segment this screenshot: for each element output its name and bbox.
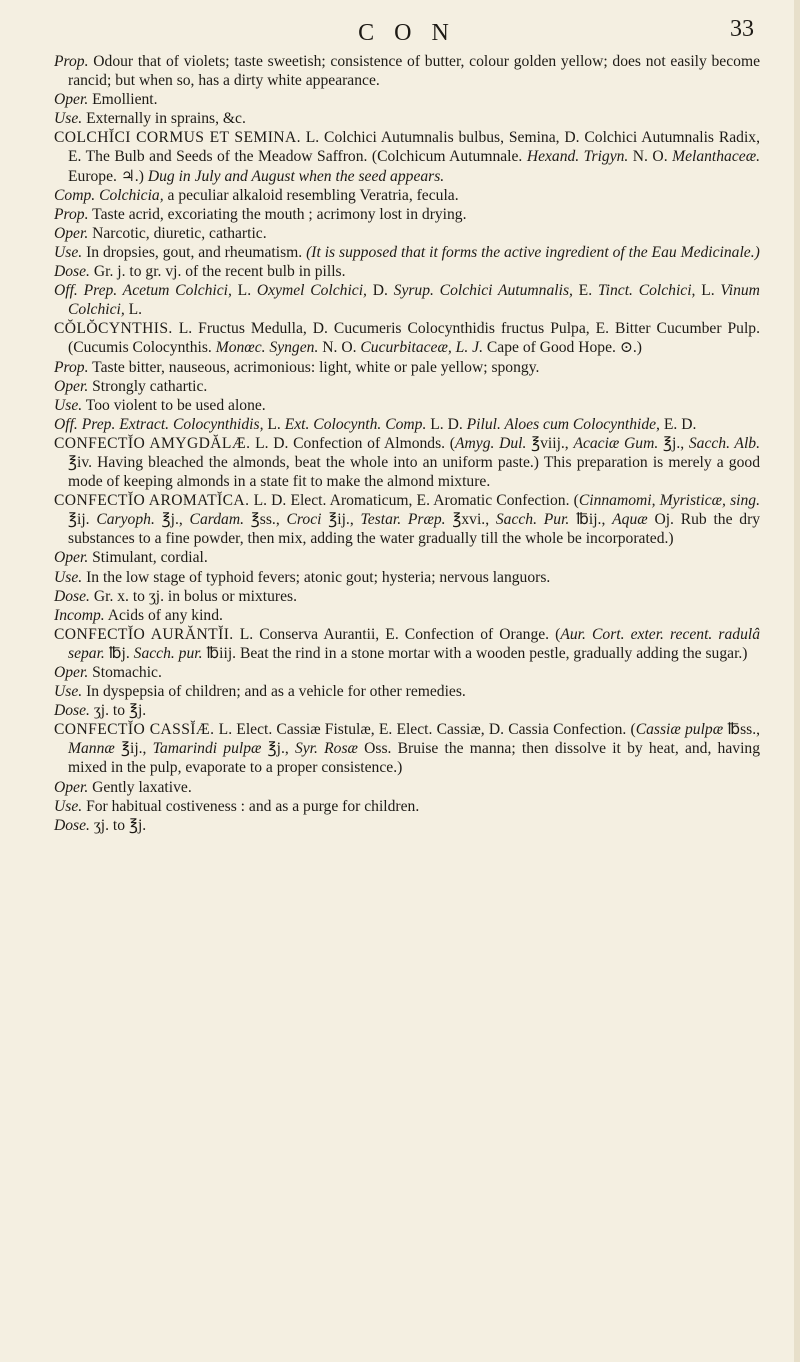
entry-oper: Oper. Stimulant, cordial. (54, 549, 208, 567)
headword: CONFECTĬO CASSĬÆ. (54, 721, 215, 739)
entry-comp: Comp. Colchicia, a peculiar alkaloid resembling Veratria, fecula. (54, 186, 459, 204)
entry-colchici-heading: COLCHĬCI CORMUS ET SEMINA. L. Colchici Autumnalis bulbus, Semina, D. Colchici Autumnalis Radix, E. The Bulb and Seeds of the Meadow Saffron. (Colchicum Autumnale. Hexand. Trigyn. N. O. Melanthaceæ. Europe. ♃.) Dug in July and August when the seed appears. (54, 129, 760, 185)
entry-prop: Prop. Odour that of violets; taste sweetish; consistence of butter, colour golden yellow; does not easily become rancid; but when so, has a dirty white appearance. (54, 53, 761, 90)
entry-prop: Prop. Taste bitter, nauseous, acrimonious: light, white or pale yellow; spongy. (54, 358, 540, 376)
entry-off: Off. Prep. Extract. Colocynthidis, L. Ext. Colocynth. Comp. L. D. Pilul. Aloes cum Colocynthide, E. D. (54, 415, 697, 433)
entry-use: Use. In the low stage of typhoid fevers; atonic gout; hysteria; nervous languors. (54, 568, 551, 586)
entry-colocynthis-heading: CŎLŎCYNTHIS. L. Fructus Medulla, D. Cucumeris Colocynthidis fructus Pulpa, E. Bitter Cucumber Pulp. (Cucumis Colocynthis. Monœc. Syngen. N. O. Cucurbitaceæ, L. J. Cape of Good Hope. ⊙.) (54, 320, 760, 357)
page-edge (794, 0, 800, 1362)
entry-prop: Prop. Taste acrid, excoriating the mouth ; acrimony lost in drying. (54, 205, 467, 223)
running-head (54, 0, 760, 52)
entry-dose: Dose. ʒj. to ℥j. (54, 702, 147, 720)
entry-oper: Oper. Narcotic, diuretic, cathartic. (54, 224, 267, 242)
entry-use: Use. In dropsies, gout, and rheumatism. (It is supposed that it forms the active ingredient of the Eau Medicinale.) (54, 243, 760, 261)
entry-off: Off. Prep. Acetum Colchici, L. Oxymel Colchici, D. Syrup. Colchici Autumnalis, E. Tinct. Colchici, L. Vinum Colchici, L. (54, 282, 760, 319)
entry-use: Use. For habitual costiveness : and as a purge for children. (54, 797, 420, 815)
entry-confectio-cassiae-heading: CONFECTĬO CASSĬÆ. L. Elect. Cassiæ Fistulæ, E. Elect. Cassiæ, D. Cassia Confection. (Cassiæ pulpæ ℔ss., Mannæ ℥ij., Tamarindi pulpæ ℥j., Syr. Rosæ Oss. Bruise the manna; then dissolve it by heat, and, having mixed in the pulp, evaporate to a proper consistence.) (54, 721, 760, 777)
headword: CŎLŎCYNTHIS. (54, 320, 173, 338)
headword: COLCHĬCI CORMUS ET SEMINA. (54, 129, 301, 147)
entry-confectio-aurantii-heading: CONFECTĬO AURĂNTĬI. L. Conserva Aurantii, E. Confection of Orange. (Aur. Cort. exter. recent. radulâ separ. ℔j. Sacch. pur. ℔iij. Beat the rind in a stone mortar with a wooden pestle, gradually adding the sugar.) (54, 625, 760, 662)
headword: CONFECTĬO AMYGDĂLÆ. (54, 434, 251, 452)
headword: CONFECTĬO AROMATĬCA. (54, 492, 250, 510)
running-headword: C O N (358, 20, 456, 46)
entry-oper: Oper. Stomachic. (54, 664, 162, 681)
entry-dose: Dose. ʒj. to ℥j. (54, 816, 147, 834)
entry-confectio-aromatica-heading: CONFECTĬO AROMATĬCA. L. D. Elect. Aromaticum, E. Aromatic Confection. (Cinnamomi, Myristicæ, sing. ℥ij. Caryoph. ℥j., Cardam. ℥ss., Croci ℥ij., Testar. Præp. ℥xvi., Sacch. Pur. ℔ij., Aquæ Oj. Rub the dry substances to a fine powder, then mix, adding the water gradually till the whole be incorporated.) (54, 492, 761, 548)
entry-dose: Dose. Gr. x. to ʒj. in bolus or mixtures. (54, 587, 297, 605)
page-number: 33 (730, 16, 754, 42)
entry-oper: Oper. Gently laxative. (54, 778, 192, 796)
entry-incomp: Incomp. Acids of any kind. (54, 606, 223, 624)
dictionary-text (54, 52, 760, 835)
headword: CONFECTĬO AURĂNTĬI. (54, 625, 234, 643)
entry-oper: Oper. Emollient. (54, 91, 158, 109)
entry-use: Use. Too violent to be used alone. (54, 396, 266, 414)
entry-oper: Oper. Strongly cathartic. (54, 377, 208, 395)
entry-dose: Dose. Gr. j. to gr. vj. of the recent bulb in pills. (54, 263, 346, 281)
entry-use: Use. Externally in sprains, &c. (54, 110, 246, 128)
entry-confectio-amygdalae-heading: CONFECTĬO AMYGDĂLÆ. L. D. Confection of Almonds. (Amyg. Dul. ℥viij., Acaciæ Gum. ℥j., Sacch. Alb. ℥iv. Having bleached the almonds, beat the whole into an uniform paste.) This preparation is merely a good mode of keeping almonds in a state fit to make the almond mixture. (54, 434, 760, 491)
entry-use: Use. In dyspepsia of children; and as a vehicle for other remedies. (54, 683, 466, 701)
